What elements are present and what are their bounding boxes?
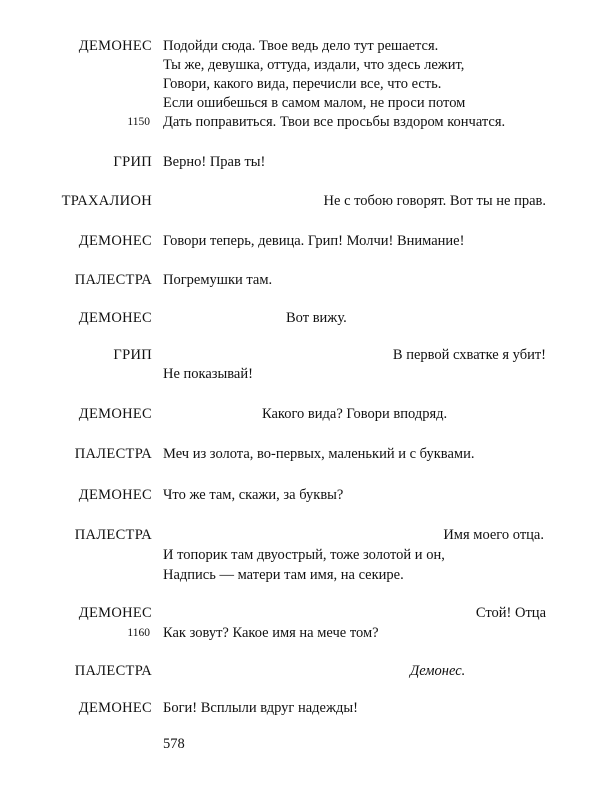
verse-line: Что же там, скажи, за буквы? — [163, 487, 344, 503]
speaker-name: ТРАХАЛИОН — [61, 193, 152, 209]
verse-line: Имя моего отца. — [443, 527, 544, 543]
verse-line: Ты же, девушка, оттуда, издали, что здесь лежит, — [163, 57, 465, 73]
verse-line: Не показывай! — [163, 366, 253, 382]
line-number: 1150 — [127, 116, 150, 128]
verse-line: Погремушки там. — [163, 272, 273, 288]
verse-line: Надпись — матери там имя, на секире. — [163, 567, 404, 583]
verse-line: Какого вида? Говори вподряд. — [262, 406, 448, 422]
verse-line: Демонес. — [410, 663, 466, 679]
verse-line: Не с тобою говорят. Вот ты не прав. — [323, 193, 546, 209]
speaker-name: ПАЛЕСТРА — [74, 663, 152, 679]
verse-line: Меч из золота, во-первых, маленький и с буквами. — [163, 446, 475, 462]
page-number: 578 — [163, 736, 185, 752]
speaker-name: ДЕМОНЕС — [78, 233, 152, 249]
verse-line: Если ошибешься в самом малом, не проси потом — [163, 95, 466, 111]
speaker-name: ГРИП — [113, 154, 152, 170]
speaker-name: ДЕМОНЕС — [78, 700, 152, 716]
line-number: 1160 — [127, 627, 150, 639]
speaker-name: ГРИП — [113, 347, 152, 363]
speaker-name: ДЕМОНЕС — [78, 406, 152, 422]
verse-line: Говори теперь, девица. Грип! Молчи! Внимание! — [163, 233, 465, 249]
verse-line: Подойди сюда. Твое ведь дело тут решается. — [163, 38, 439, 54]
verse-line: В первой схватке я убит! — [392, 347, 546, 363]
verse-line: Дать поправиться. Твои все просьбы вздором кончатся. — [163, 114, 506, 130]
verse-line: Стой! Отца — [475, 605, 546, 621]
verse-line: Как зовут? Какое имя на мече том? — [163, 625, 379, 641]
verse-line: Вот вижу. — [286, 310, 347, 326]
speaker-name: ДЕМОНЕС — [78, 38, 152, 54]
speaker-name: ДЕМОНЕС — [78, 605, 152, 621]
verse-line: И топорик там двуострый, тоже золотой и он, — [163, 547, 445, 563]
verse-line: Верно! Прав ты! — [163, 154, 266, 170]
speaker-name: ПАЛЕСТРА — [74, 527, 152, 543]
verse-line: Говори, какого вида, перечисли все, что есть. — [163, 76, 442, 92]
speaker-name: ДЕМОНЕС — [78, 310, 152, 326]
speaker-name: ПАЛЕСТРА — [74, 272, 152, 288]
speaker-name: ДЕМОНЕС — [78, 487, 152, 503]
speaker-name: ПАЛЕСТРА — [74, 446, 152, 462]
verse-line: Боги! Всплыли вдруг надежды! — [163, 700, 358, 716]
